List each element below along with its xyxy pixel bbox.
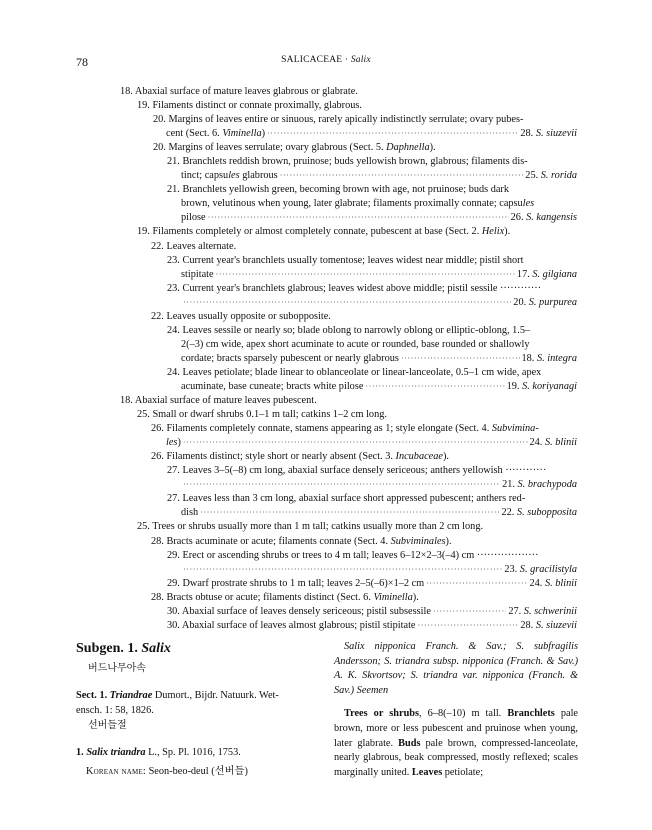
key-line-text: 25. Trees or shrubs usually more than 1 m tall; catkins usually more than 2 cm long. bbox=[137, 521, 484, 533]
subgenus-name: Salix bbox=[141, 641, 171, 656]
key-line bbox=[0, 380, 577, 394]
desc-branchlets: Branchlets bbox=[507, 708, 555, 720]
key-line-text: 20. Margins of leaves serrulate; ovary glabrous (Sect. 5. Daphnella). bbox=[153, 142, 436, 154]
key-line-text: pilose bbox=[181, 212, 206, 224]
desc-text-1: , 6–8(–10) m tall. bbox=[419, 708, 508, 720]
taxon-italic: S. blinii bbox=[544, 577, 577, 589]
section-label: Sect. 1. bbox=[76, 690, 108, 701]
page-number: 78 bbox=[76, 55, 88, 69]
leader-dots bbox=[267, 127, 518, 141]
key-line-text: 19. Filaments distinct or connate proximally, glabrous. bbox=[137, 100, 362, 112]
taxon-italic: S. siuzevii bbox=[535, 619, 577, 631]
leader-dots bbox=[365, 380, 504, 394]
taxon-italic: S. schwerinii bbox=[523, 605, 577, 617]
key-line-text: 24. Leaves petiolate; blade linear to oblanceolate or linear-lanceolate, 0.5–1 cm wide, apex bbox=[167, 366, 542, 378]
key-line-text: 27. Leaves less than 3 cm long, abaxial surface short appressed pubescent; anthers red- bbox=[167, 493, 526, 505]
key-line-text: 23. Current year's branchlets glabrous; leaves widest above middle; pistil sessile ············ bbox=[167, 282, 542, 294]
key-line-text: acuminate, base cuneate; bracts white pilose bbox=[181, 380, 364, 392]
key-line bbox=[0, 254, 577, 268]
key-line bbox=[0, 366, 577, 380]
key-line bbox=[0, 394, 577, 408]
key-line bbox=[0, 605, 577, 619]
taxon-italic: les bbox=[522, 198, 535, 210]
key-line-text: brown, velutinous when young, later glabrate; filaments proximally connate; capsules bbox=[181, 198, 535, 210]
section-korean: 선버들절 bbox=[88, 720, 127, 732]
key-line bbox=[0, 422, 577, 436]
key-line-text: cent (Sect. 6. Viminella) bbox=[166, 128, 266, 140]
key-line-text: 29. Erect or ascending shrubs or trees to 4 m tall; leaves 6–12×2–3(–4) cm ·················· bbox=[167, 549, 539, 561]
key-line bbox=[0, 577, 577, 591]
key-line-text: dish bbox=[181, 507, 199, 519]
leader-dots bbox=[200, 506, 499, 520]
key-result-taxon: 24. S. blinii bbox=[529, 577, 577, 589]
key-result-taxon: 17. S. gilgiana bbox=[516, 268, 577, 280]
key-line bbox=[0, 211, 577, 225]
desc-buds: Buds bbox=[398, 737, 421, 749]
taxon-italic: S. brachypoda bbox=[517, 479, 577, 491]
key-result-taxon: 25. S. rorida bbox=[525, 170, 577, 182]
section-citation: Dumort., Bijdr. Natuurk. Wet-ensch. 1: 58, 1826. bbox=[76, 690, 279, 716]
key-result-taxon: 27. S. schwerinii bbox=[508, 605, 577, 617]
section-heading bbox=[76, 689, 300, 718]
taxon-italic: Viminella bbox=[222, 128, 262, 140]
key-result-taxon: 19. S. koriyanagi bbox=[506, 380, 577, 392]
taxon-italic: S. purpurea bbox=[528, 296, 577, 308]
key-line-text: les) bbox=[166, 437, 181, 449]
taxon-italic: Incubaceae bbox=[395, 451, 443, 463]
desc-text-3: pale brown, compressed-lanceolate, nearly glabrous, beak compressed, mostly reflexed; scales marginally united. bbox=[334, 737, 578, 778]
key-result-taxon: 26. S. kangensis bbox=[510, 212, 577, 224]
key-line-text: 30. Abaxial surface of leaves almost glabrous; pistil stipitate bbox=[167, 619, 416, 631]
key-line bbox=[0, 408, 577, 422]
key-result-taxon: 22. S. subopposita bbox=[501, 507, 577, 519]
taxon-italic: Helix bbox=[481, 226, 505, 238]
key-result-taxon: 21. S. brachypoda bbox=[502, 479, 577, 491]
leader-dots bbox=[208, 211, 509, 225]
key-line bbox=[0, 169, 577, 183]
key-line bbox=[0, 268, 577, 282]
leader-dots bbox=[418, 619, 519, 633]
subgenus-label: Subgen. 1. bbox=[76, 641, 138, 656]
leader-dots bbox=[183, 478, 500, 492]
key-line bbox=[0, 99, 577, 113]
taxon-italic: Subvimina- bbox=[491, 423, 539, 435]
synonyms: Salix nipponica Franch. & Sav.; S. subfragilis Andersson; S. triandra subsp. nipponica (Franch. & Sav.) A. K. Skvortsov; S. triandra var. nipponica (Franch. & Sav.) Seemen bbox=[334, 641, 578, 696]
korean-name-value: Seon-beo-deul (선버들) bbox=[146, 765, 248, 777]
taxon-italic: S. siuzevii bbox=[535, 128, 577, 140]
key-line-text: 2(–3) cm wide, apex short acuminate to acute or rounded, base rounded or shallowly bbox=[181, 338, 530, 350]
key-line-text: 23. Current year's branchlets usually tomentose; leaves widest near middle; pistil short bbox=[167, 254, 524, 266]
leader-dots bbox=[216, 268, 515, 282]
desc-text-4: petiolate; bbox=[442, 766, 484, 778]
key-line-text: 20. Margins of leaves entire or sinuous, rarely apically indistinctly serrulate; ovary pubes- bbox=[153, 114, 524, 126]
key-line bbox=[0, 352, 577, 366]
key-line bbox=[0, 450, 577, 464]
taxon-italic: S. blinii bbox=[544, 437, 577, 449]
leader-dots bbox=[426, 577, 527, 591]
taxon-italic: S. subopposita bbox=[516, 507, 577, 519]
taxon-italic: S. kangensis bbox=[526, 212, 577, 224]
leader-dots bbox=[433, 605, 506, 619]
subgenus-korean: 버드나무아속 bbox=[88, 663, 146, 674]
key-line-text: 29. Dwarf prostrate shrubs to 1 m tall; leaves 2–5(–6)×1–2 cm bbox=[167, 577, 425, 589]
key-result-taxon: 18. S. integra bbox=[521, 352, 577, 364]
key-line-text: 18. Abaxial surface of mature leaves pubescent. bbox=[120, 395, 317, 407]
running-separator: · bbox=[342, 55, 351, 65]
key-line-text: 22. Leaves alternate. bbox=[151, 240, 237, 252]
key-line-text: 21. Branchlets yellowish green, becoming brown with age, not pruinose; buds dark bbox=[167, 184, 510, 196]
key-line bbox=[0, 282, 577, 296]
taxon-italic: Subviminales bbox=[390, 535, 446, 547]
species-number: 1. bbox=[76, 747, 84, 759]
taxon-italic: S. gilgiana bbox=[532, 268, 577, 280]
key-line bbox=[0, 85, 577, 99]
key-line bbox=[0, 225, 577, 239]
key-result-taxon: 28. S. siuzevii bbox=[520, 128, 577, 140]
taxon-italic: les bbox=[166, 437, 178, 449]
section-name: Triandrae bbox=[109, 690, 153, 701]
key-line-text: stipitate bbox=[181, 268, 214, 280]
identification-key bbox=[0, 85, 652, 633]
key-result-taxon: 24. S. blinii bbox=[529, 437, 577, 449]
species-name: Salix triandra bbox=[86, 747, 146, 759]
key-result-taxon: 28. S. siuzevii bbox=[520, 619, 577, 631]
species-description bbox=[334, 707, 578, 780]
key-line bbox=[0, 155, 577, 169]
key-line bbox=[0, 492, 577, 506]
key-line-text: 30. Abaxial surface of leaves densely sericeous; pistil subsessile bbox=[167, 605, 431, 617]
key-result-taxon: 23. S. gracilistyla bbox=[504, 563, 577, 575]
key-line-text: 24. Leaves sessile or nearly so; blade oblong to narrowly oblong or elliptic-oblong, 1.5– bbox=[167, 324, 531, 336]
key-line bbox=[0, 324, 577, 338]
species-heading bbox=[76, 746, 300, 761]
right-column bbox=[334, 640, 578, 780]
key-line bbox=[0, 127, 577, 141]
key-line bbox=[0, 310, 577, 324]
key-line bbox=[0, 520, 577, 534]
taxon-italic: S. koriyanagi bbox=[522, 380, 577, 392]
key-line bbox=[0, 464, 577, 478]
key-result-taxon: 20. S. purpurea bbox=[513, 296, 577, 308]
key-line-text: 26. Filaments distinct; style short or nearly absent (Sect. 3. Incubaceae). bbox=[151, 451, 449, 463]
species-citation: L., Sp. Pl. 1016, 1753. bbox=[145, 747, 241, 759]
taxon-italic: Daphnella bbox=[386, 142, 430, 154]
taxon-italic: S. gracilistyla bbox=[519, 563, 577, 575]
leader-dots bbox=[280, 169, 524, 183]
key-line bbox=[0, 240, 577, 254]
leader-dots bbox=[183, 563, 502, 577]
key-line bbox=[0, 183, 577, 197]
key-line-text: tinct; capsules glabrous bbox=[181, 170, 278, 182]
key-line-text: 27. Leaves 3–5(–8) cm long, abaxial surface densely sericeous; anthers yellowish ············ bbox=[167, 465, 547, 477]
korean-name-label: Korean name: bbox=[86, 765, 146, 777]
key-line bbox=[0, 619, 577, 633]
desc-text-2: pale brown, more or less pubescent and pruinose when young, later glabrate. bbox=[334, 708, 578, 749]
desc-leaves: Leaves bbox=[411, 766, 443, 778]
running-genus: Salix bbox=[350, 55, 371, 65]
key-line-text: 25. Small or dwarf shrubs 0.1–1 m tall; catkins 1–2 cm long. bbox=[137, 409, 387, 421]
running-family: SALICACEAE bbox=[281, 55, 343, 65]
key-line bbox=[0, 197, 577, 211]
key-line-text: 19. Filaments completely or almost completely connate, pubescent at base (Sect. 2. Helix). bbox=[137, 226, 511, 238]
key-line-text: 28. Bracts acuminate or acute; filaments connate (Sect. 4. Subviminales). bbox=[151, 535, 452, 547]
taxon-italic: S. integra bbox=[536, 352, 577, 364]
subgenus-heading bbox=[76, 640, 300, 658]
key-line bbox=[0, 338, 577, 352]
key-line-text: 18. Abaxial surface of mature leaves glabrous or glabrate. bbox=[120, 86, 358, 97]
key-line-text: 26. Filaments completely connate, stamens appearing as 1; style elongate (Sect. 4. Subvimina- bbox=[151, 423, 539, 435]
key-line-text: 28. Bracts obtuse or acute; filaments distinct (Sect. 6. Viminella). bbox=[151, 591, 419, 603]
key-line bbox=[0, 549, 577, 563]
key-line-text: 22. Leaves usually opposite or subopposite. bbox=[151, 310, 331, 322]
korean-name-line bbox=[86, 765, 300, 780]
leader-dots bbox=[183, 436, 528, 450]
key-line-text: 21. Branchlets reddish brown, pruinose; buds yellowish brown, glabrous; filaments dis- bbox=[167, 156, 528, 168]
key-line-text: cordate; bracts sparsely pubescent or nearly glabrous bbox=[181, 352, 399, 364]
taxon-italic: S. rorida bbox=[540, 170, 577, 182]
key-line bbox=[0, 141, 577, 155]
taxon-italic: les bbox=[228, 170, 240, 182]
leader-dots bbox=[183, 296, 511, 310]
key-line bbox=[0, 563, 577, 577]
taxon-italic: Viminella bbox=[373, 591, 413, 603]
desc-lead: Trees or shrubs bbox=[344, 708, 420, 720]
key-line bbox=[0, 535, 577, 549]
key-line bbox=[0, 113, 577, 127]
leader-dots bbox=[401, 352, 520, 366]
key-line bbox=[0, 506, 577, 520]
key-line bbox=[0, 591, 577, 605]
key-line bbox=[0, 296, 577, 310]
key-line bbox=[0, 436, 577, 450]
running-header bbox=[0, 55, 652, 65]
key-line bbox=[0, 478, 577, 492]
left-column bbox=[76, 640, 300, 779]
